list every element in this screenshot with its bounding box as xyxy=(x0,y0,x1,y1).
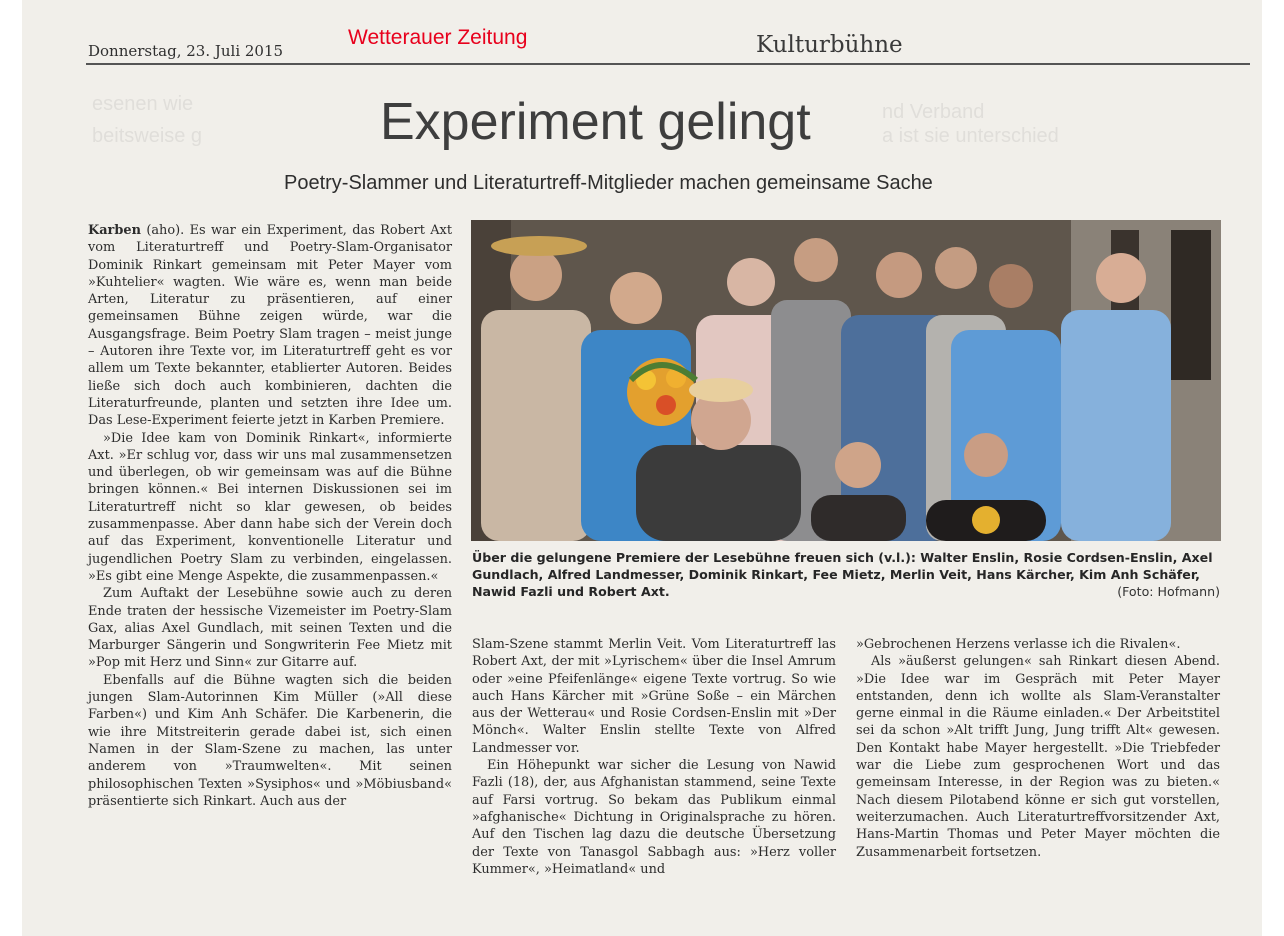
article-paragraph: Ein Höhepunkt war sicher die Lesung von Nawid Fazli (18), der, aus Afghanistan stammend, seine Texte auf Farsi vortrug. So bekam das Publikum einmal »afghanische« Dichtung in Originalsprache zu hören. Auf den Tischen lag dazu die deutsche Übersetzung der Texte von Tanasgol Sabbagh aus: »Herz voller Kummer«, »Heimatland« und xyxy=(472,758,836,877)
article-column-2 xyxy=(472,636,836,878)
dateline-location: Karben xyxy=(88,223,141,238)
article-paragraph: »Die Idee kam von Dominik Rinkart«, informierte Axt. »Er schlug vor, dass wir uns mal zusammensetzen und überlegen, ob wir gemeinsam was auf die Bühne bringen können.« Bei internen Diskussionen sei im Literaturtreff nicht so klar gewesen, ob beides zusammenpasse. Aber dann habe sich der Verein doch auf das Experiment, konventionelle Literatur und jugendlichen Poetry Slam zu verbinden, eingelassen. »Es gibt eine Menge Aspekte, die zusammenpassen.« xyxy=(88,430,452,584)
article-column-3 xyxy=(856,636,1220,861)
article-paragraph: »Gebrochenen Herzens verlasse ich die Rivalen«. xyxy=(856,637,1181,652)
bleed-through-texture: a ist sie unterschied xyxy=(882,125,1059,147)
newspaper-source-label: Wetterauer Zeitung xyxy=(348,26,528,49)
article-column-1 xyxy=(88,222,452,810)
group-photo-illustration xyxy=(471,220,1221,541)
photo-caption xyxy=(472,549,1220,600)
article-paragraph: Zum Auftakt der Lesebühne sowie auch zu deren Ende traten der hessische Vizemeister im Poetry-Slam Gax, alias Axel Gundlach, mit seinen Texten und die Marburger Sängerin und Songwriterin Fee Mietz mit »Pop mit Herz und Sinn« zur Gitarre auf. xyxy=(88,586,452,671)
photo-caption-text: Über die gelungene Premiere der Lesebühne freuen sich (v.l.): Walter Enslin, Rosie Cordsen-Enslin, Axel Gundlach, Alfred Landmesser, Dominik Rinkart, Fee Mietz, Merlin Veit, Hans Kärcher, Kim Anh Schäfer, Nawid Fazli und Robert Axt. xyxy=(472,550,1213,599)
article-paragraph xyxy=(88,222,452,430)
paragraph-text: (aho). Es war ein Experiment, das Robert Axt vom Literaturtreff und Poetry-Slam-Organisator Dominik Rinkart gemeinsam mit Peter Mayer vom »Kuhtelier« wagten. Wie wäre es, wenn man beide Arten, Literatur zu präsentieren, auf einer gemeinsamen Bühne zeigen würde, war die Ausgangsfrage. Beim Poetry Slam tragen – meist junge – Autoren ihre Texte vor, im Literaturtreff geht es vor allem um Texte bekannter, etablierter Autoren. Beides ließe sich doch auch kombinieren, dachten die Literaturfreunde, planten und setzten ihre Idee um. Das Lese-Experiment feierte jetzt in Karben Premiere. xyxy=(88,223,452,429)
bleed-through-texture: esenen wie xyxy=(92,93,194,115)
bleed-through-texture: nd Verband xyxy=(882,101,985,123)
article-paragraph: Ebenfalls auf die Bühne wagten sich die beiden jungen Slam-Autorinnen Kim Müller (»All diese Farben«) und Kim Anh Schäfer. Die Karbenerin, die wie ihre Mitstreiterin gerade dabei ist, sich einen Namen in der Slam-Szene zu machen, las unter anderem von »Traumwelten«. Mit seinen philosophischen Texten »Sysiphos« und »Möbiusband« präsentierte sich Rinkart. Auch aus der xyxy=(88,672,452,809)
group-photo xyxy=(471,220,1221,541)
section-title: Kulturbühne xyxy=(756,32,903,58)
article-paragraph: Slam-Szene stammt Merlin Veit. Vom Literaturtreff las Robert Axt, der mit »Lyrischem« über die Insel Amrum oder »eine Pfeifenlänge« eigene Texte vortrug. So wie auch Hans Kärcher mit »Grüne Soße – ein Märchen aus der Wetterau« und Rosie Cordsen-Enslin mit »Der Mönch«. Walter Enslin stellte Texte von Alfred Landmesser vor. xyxy=(472,637,836,756)
issue-date: Donnerstag, 23. Juli 2015 xyxy=(88,42,284,60)
header-rule xyxy=(86,63,1250,65)
article-paragraph: Als »äußerst gelungen« sah Rinkart diesen Abend. »Die Idee war im Gespräch mit Peter Mayer entstanden, denn ich wollte als Slam-Veranstalter gerne einmal in die Räume einladen.« Der Arbeitstitel sei da schon »Alt trifft Jung, Jung trifft Alt« gewesen. Den Kontakt habe Mayer hergestellt. »Die Triebfeder war die Liebe zum gesprochenen Wort und das gemeinsam Interesse, in der Region was zu bieten.« Nach diesem Pilotabend könne er sich gut vorstellen, weiterzumachen. Auch Literaturtreffvorsitzender Axt, Hans-Martin Thomas und Peter Mayer möchten die Zusammenarbeit fortsetzen. xyxy=(856,654,1220,860)
photo-credit: (Foto: Hofmann) xyxy=(1117,584,1220,599)
bleed-through-texture: beitsweise g xyxy=(92,125,203,147)
article-headline: Experiment gelingt xyxy=(380,93,811,151)
article-subheadline: Poetry-Slammer und Literaturtreff-Mitglieder machen gemeinsame Sache xyxy=(284,172,933,194)
